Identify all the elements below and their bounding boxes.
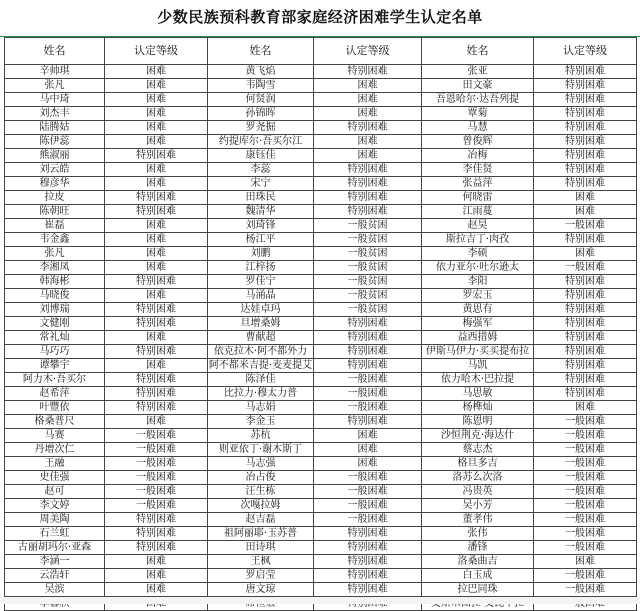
table-header-row bbox=[5, 38, 637, 65]
level-cell: 特别困难 bbox=[105, 205, 208, 219]
name-cell: 曹献超 bbox=[208, 331, 314, 345]
name-cell: 云浩轩 bbox=[5, 569, 105, 583]
name-cell: 张凡 bbox=[5, 247, 105, 261]
level-cell: 特别困难 bbox=[534, 79, 637, 93]
name-cell: 陈恩明 bbox=[422, 415, 534, 429]
level-cell: 困难 bbox=[534, 401, 637, 415]
table-row bbox=[5, 79, 637, 93]
name-cell: 韦陶雪 bbox=[208, 79, 314, 93]
table-row bbox=[5, 191, 637, 205]
table-row bbox=[5, 471, 637, 485]
level-cell: 困难 bbox=[314, 443, 422, 457]
level-cell: 困难 bbox=[105, 135, 208, 149]
level-cell: 特别困难 bbox=[314, 121, 422, 135]
level-cell: 一般困难 bbox=[105, 457, 208, 471]
name-cell: 沙恒荆克·海达什 bbox=[422, 429, 534, 443]
table-row bbox=[5, 345, 637, 359]
table-row bbox=[5, 401, 637, 415]
table-row bbox=[5, 177, 637, 191]
table-row bbox=[5, 429, 637, 443]
name-cell: 魏清华 bbox=[208, 205, 314, 219]
name-cell: 依力哈木·巴拉提 bbox=[422, 373, 534, 387]
level-cell: 一般困难 bbox=[534, 471, 637, 485]
table-row bbox=[5, 331, 637, 345]
name-cell: 马思敏 bbox=[422, 387, 534, 401]
level-cell: 特别困难 bbox=[534, 177, 637, 191]
level-cell: 一般困难 bbox=[534, 583, 637, 597]
name-cell: 李蕊 bbox=[208, 163, 314, 177]
level-cell: 特别困难 bbox=[534, 345, 637, 359]
level-cell: 一般贫困 bbox=[314, 219, 422, 233]
name-cell: 罗尧掘 bbox=[208, 121, 314, 135]
name-cell: 何晓雷 bbox=[422, 191, 534, 205]
level-cell: 特别困难 bbox=[314, 359, 422, 373]
name-cell: 约提库尔·吾买尔江 bbox=[208, 135, 314, 149]
name-cell: 赵昊 bbox=[422, 219, 534, 233]
level-cell: 困难 bbox=[314, 429, 422, 443]
table-row bbox=[5, 457, 637, 471]
table-row bbox=[5, 275, 637, 289]
level-cell: 特别困难 bbox=[105, 373, 208, 387]
name-cell: 穆彦华 bbox=[5, 177, 105, 191]
name-cell: 康钰佳 bbox=[208, 149, 314, 163]
name-cell: 李硕 bbox=[422, 247, 534, 261]
table-row bbox=[5, 513, 637, 527]
level-cell: 困难 bbox=[105, 163, 208, 177]
name-cell: 马慧 bbox=[422, 121, 534, 135]
level-cell: 特别困难 bbox=[105, 513, 208, 527]
name-cell: 文健刚 bbox=[5, 317, 105, 331]
table-row bbox=[5, 359, 637, 373]
name-cell: 田文豪 bbox=[422, 79, 534, 93]
level-cell: 困难 bbox=[534, 555, 637, 569]
level-cell: 特别困难 bbox=[534, 163, 637, 177]
level-cell: 一般困难 bbox=[534, 569, 637, 583]
name-cell: 斯拉吉丁·肉孜 bbox=[422, 233, 534, 247]
level-cell: 一般困难 bbox=[314, 499, 422, 513]
level-cell: 困难 bbox=[105, 583, 208, 597]
level-cell: 特别困难 bbox=[314, 555, 422, 569]
level-cell: 困难 bbox=[105, 107, 208, 121]
level-cell: 特别困难 bbox=[105, 303, 208, 317]
level-cell: 困难 bbox=[314, 457, 422, 471]
table-row bbox=[5, 149, 637, 163]
table-row bbox=[5, 583, 637, 597]
name-cell: 陆腾姑 bbox=[5, 121, 105, 135]
table-row bbox=[5, 317, 637, 331]
table-row bbox=[5, 387, 637, 401]
name-cell: 比拉力·穆太力普 bbox=[208, 387, 314, 401]
table-row bbox=[5, 65, 637, 79]
name-cell: 董孝伟 bbox=[422, 513, 534, 527]
level-cell: 一般困难 bbox=[534, 527, 637, 541]
name-cell: 丹增次仁 bbox=[5, 443, 105, 457]
table-row bbox=[5, 303, 637, 317]
name-cell: 旦增桑姆 bbox=[208, 317, 314, 331]
name-cell: 洛桑曲吉 bbox=[422, 555, 534, 569]
name-cell: 杨榫灿 bbox=[422, 401, 534, 415]
level-cell: 困难 bbox=[105, 359, 208, 373]
level-cell: 特别困难 bbox=[534, 387, 637, 401]
name-cell: 吾恩哈尔·达吾列提 bbox=[422, 93, 534, 107]
table-row bbox=[5, 261, 637, 275]
level-cell: 一般困难 bbox=[534, 415, 637, 429]
level-cell: 特别困难 bbox=[534, 331, 637, 345]
name-cell: 汪生栋 bbox=[208, 485, 314, 499]
name-cell: 达娃卓玛 bbox=[208, 303, 314, 317]
level-cell: 困难 bbox=[314, 79, 422, 93]
name-cell: 则亚依丁·谢木斯丁 bbox=[208, 443, 314, 457]
table-row bbox=[5, 527, 637, 541]
name-cell: 张伟 bbox=[422, 527, 534, 541]
level-cell: 困难 bbox=[105, 569, 208, 583]
table-row bbox=[5, 373, 637, 387]
level-cell: 一般困难 bbox=[314, 471, 422, 485]
level-cell: 一般贫困 bbox=[314, 247, 422, 261]
document-title: 少数民族预科教育部家庭经济困难学生认定名单 bbox=[157, 8, 483, 26]
name-cell: 祖阿丽耶·玉苏普 bbox=[208, 527, 314, 541]
level-cell: 特别困难 bbox=[314, 583, 422, 597]
name-cell: 刘杰丰 bbox=[5, 107, 105, 121]
level-cell: 特别困难 bbox=[314, 163, 422, 177]
table-row bbox=[5, 569, 637, 583]
level-cell: 特别困难 bbox=[105, 401, 208, 415]
student-table bbox=[4, 37, 637, 611]
level-cell: 特别困难 bbox=[314, 65, 422, 79]
name-cell: 马志强 bbox=[208, 457, 314, 471]
name-cell: 次嘎拉姆 bbox=[208, 499, 314, 513]
level-cell: 困难 bbox=[314, 149, 422, 163]
level-cell: 一般贫困 bbox=[314, 303, 422, 317]
name-cell: 马中琦 bbox=[5, 93, 105, 107]
level-cell: 困难 bbox=[105, 79, 208, 93]
name-cell: 马巧巧 bbox=[5, 345, 105, 359]
level-cell: 困难 bbox=[105, 219, 208, 233]
name-cell: 刘鹏 bbox=[208, 247, 314, 261]
name-cell: 黄思有 bbox=[422, 303, 534, 317]
name-cell: 崔磊 bbox=[5, 219, 105, 233]
name-cell: 刘云皓 bbox=[5, 163, 105, 177]
level-cell: 特别困难 bbox=[314, 527, 422, 541]
level-cell: 特别困难 bbox=[534, 107, 637, 121]
name-cell: 陈泽佳 bbox=[208, 373, 314, 387]
table-row bbox=[5, 205, 637, 219]
level-cell: 一般困难 bbox=[105, 471, 208, 485]
table-row bbox=[5, 415, 637, 429]
level-cell: 一般困难 bbox=[534, 541, 637, 555]
name-cell: 王融 bbox=[5, 457, 105, 471]
name-cell: 曾俊辉 bbox=[422, 135, 534, 149]
level-cell: 困难 bbox=[105, 247, 208, 261]
name-cell: 蔡志杰 bbox=[422, 443, 534, 457]
level-cell: 一般困难 bbox=[534, 457, 637, 471]
level-cell: 困难 bbox=[105, 93, 208, 107]
level-cell: 特别困难 bbox=[314, 569, 422, 583]
header-level-1: 认定等级 bbox=[105, 38, 208, 65]
name-cell: 白玉成 bbox=[422, 569, 534, 583]
level-cell: 特别困难 bbox=[105, 527, 208, 541]
name-cell: 益西措姆 bbox=[422, 331, 534, 345]
level-cell: 一般困难 bbox=[534, 485, 637, 499]
table-body bbox=[5, 65, 637, 611]
level-cell: 一般困难 bbox=[105, 485, 208, 499]
name-cell: 阿不都米吉提·麦麦提艾 bbox=[208, 359, 313, 371]
level-cell: 一般困难 bbox=[534, 443, 637, 457]
name-cell: 孙锦晖 bbox=[208, 107, 314, 121]
name-cell: 潘锋 bbox=[422, 541, 534, 555]
name-cell: 叶豐依 bbox=[5, 401, 105, 415]
level-cell: 特别困难 bbox=[105, 541, 208, 555]
level-cell: 一般困难 bbox=[105, 499, 208, 513]
level-cell: 困难 bbox=[105, 233, 208, 247]
name-cell: 韩海彬 bbox=[5, 275, 105, 289]
level-cell: 一般困难 bbox=[534, 261, 637, 275]
name-cell: 吴滨 bbox=[5, 583, 105, 597]
name-cell: 江梓扬 bbox=[208, 261, 314, 275]
level-cell: 一般困难 bbox=[314, 373, 422, 387]
level-cell: 特别困难 bbox=[314, 345, 422, 359]
name-cell: 马涌晶 bbox=[208, 289, 314, 303]
header-name-1: 姓名 bbox=[5, 38, 105, 65]
name-cell: 梅强军 bbox=[422, 317, 534, 331]
level-cell: 一般困难 bbox=[105, 443, 208, 457]
level-cell: 困难 bbox=[105, 261, 208, 275]
name-cell: 田珠民 bbox=[208, 191, 314, 205]
level-cell: 特别困难 bbox=[105, 387, 208, 401]
level-cell: 一般贫困 bbox=[314, 275, 422, 289]
level-cell: 特别困难 bbox=[534, 359, 637, 373]
level-cell: 特别困难 bbox=[314, 177, 422, 191]
name-cell: 谭攀宇 bbox=[5, 359, 105, 373]
table-row bbox=[5, 247, 637, 261]
level-cell: 困难 bbox=[105, 415, 208, 429]
level-cell: 困难 bbox=[314, 93, 422, 107]
name-cell: 李金玉 bbox=[208, 415, 314, 429]
name-cell: 田诗琪 bbox=[208, 541, 314, 555]
header-level-2: 认定等级 bbox=[314, 38, 422, 65]
name-cell: 李涵一 bbox=[5, 555, 105, 569]
table-row bbox=[5, 289, 637, 303]
name-cell: 马赛 bbox=[5, 429, 105, 443]
level-cell: 一般困难 bbox=[534, 513, 637, 527]
table-row bbox=[5, 443, 637, 457]
level-cell: 一般困难 bbox=[314, 485, 422, 499]
level-cell: 特别困难 bbox=[105, 149, 208, 163]
name-cell: 格桑普尺 bbox=[5, 415, 105, 429]
level-cell: 特别困难 bbox=[534, 233, 637, 247]
level-cell: 一般困难 bbox=[534, 499, 637, 513]
level-cell: 一般困难 bbox=[534, 219, 637, 233]
level-cell: 困难 bbox=[534, 191, 637, 205]
level-cell: 特别困难 bbox=[534, 275, 637, 289]
name-cell: 苏杭 bbox=[208, 429, 314, 443]
level-cell: 特别困难 bbox=[534, 289, 637, 303]
table-row bbox=[5, 121, 637, 135]
bottom-strip bbox=[0, 597, 640, 604]
name-cell: 依克拉木·阿不都外力 bbox=[208, 345, 314, 359]
level-cell: 特别困难 bbox=[314, 191, 422, 205]
name-cell: 马晓俊 bbox=[5, 289, 105, 303]
level-cell: 一般困难 bbox=[105, 429, 208, 443]
table-row bbox=[5, 107, 637, 121]
name-cell: 格旦多吉 bbox=[422, 457, 534, 471]
level-cell: 一般贫困 bbox=[314, 261, 422, 275]
name-cell: 杨江平 bbox=[208, 233, 314, 247]
name-cell: 李湘凤 bbox=[5, 261, 105, 275]
name-cell: 洛苏么次洛 bbox=[422, 471, 534, 485]
name-cell: 石兰虹 bbox=[5, 527, 105, 541]
name-cell: 辛帅琪 bbox=[5, 65, 105, 79]
name-cell: 李佳贤 bbox=[422, 163, 534, 177]
level-cell: 特别困难 bbox=[534, 303, 637, 317]
header-level-3: 认定等级 bbox=[534, 38, 637, 65]
name-cell: 马志娟 bbox=[208, 401, 314, 415]
level-cell: 一般困难 bbox=[314, 387, 422, 401]
level-cell: 特别困难 bbox=[105, 275, 208, 289]
name-cell: 刘琦锋 bbox=[208, 219, 314, 233]
name-cell: 依力亚尔·吐尔逊太 bbox=[422, 261, 534, 275]
name-cell: 伊斯马伊力·买买提布拉 bbox=[422, 345, 534, 359]
name-cell: 马凯 bbox=[422, 359, 534, 373]
level-cell: 一般困难 bbox=[314, 513, 422, 527]
level-cell: 特别困难 bbox=[105, 345, 208, 359]
level-cell: 特别困难 bbox=[534, 93, 637, 107]
level-cell: 困难 bbox=[105, 555, 208, 569]
table-row bbox=[5, 219, 637, 233]
name-cell: 吴小芳 bbox=[422, 499, 534, 513]
name-cell: 周美陶 bbox=[5, 513, 105, 527]
level-cell: 困难 bbox=[534, 205, 637, 219]
table-row bbox=[5, 135, 637, 149]
level-cell: 特别困难 bbox=[105, 317, 208, 331]
table-row bbox=[5, 93, 637, 107]
name-cell: 李文婷 bbox=[5, 499, 105, 513]
level-cell: 特别困难 bbox=[534, 135, 637, 149]
level-cell: 一般困难 bbox=[534, 429, 637, 443]
name-cell: 江雨蔓 bbox=[422, 205, 534, 219]
level-cell: 特别困难 bbox=[105, 191, 208, 205]
level-cell: 特别困难 bbox=[534, 121, 637, 135]
level-cell: 困难 bbox=[314, 107, 422, 121]
name-cell: 张亚 bbox=[422, 65, 534, 79]
level-cell: 特别困难 bbox=[314, 541, 422, 555]
name-cell: 何贤润 bbox=[208, 93, 314, 107]
header-name-2: 姓名 bbox=[208, 38, 314, 65]
level-cell: 特别困难 bbox=[534, 149, 637, 163]
name-cell: 宋宁 bbox=[208, 177, 314, 191]
level-cell: 特别困难 bbox=[314, 415, 422, 429]
name-cell: 冯贵英 bbox=[422, 485, 534, 499]
name-cell: 罗启莹 bbox=[208, 569, 314, 583]
name-cell: 李阳 bbox=[422, 275, 534, 289]
name-cell: 陈朝旺 bbox=[5, 205, 105, 219]
level-cell: 困难 bbox=[534, 247, 637, 261]
table-row bbox=[5, 233, 637, 247]
name-cell: 阿力木·吾买尔 bbox=[5, 373, 105, 387]
name-cell: 拉巴同珠 bbox=[422, 583, 534, 597]
table-row bbox=[5, 541, 637, 555]
level-cell: 困难 bbox=[105, 65, 208, 79]
level-cell: 特别困难 bbox=[534, 373, 637, 387]
name-cell: 常礼灿 bbox=[5, 331, 105, 345]
name-cell: 古丽胡玛尔·亚森 bbox=[5, 541, 105, 555]
name-cell: 黄飞焰 bbox=[208, 65, 314, 79]
name-cell: 史佳强 bbox=[5, 471, 105, 485]
name-cell: 王枫 bbox=[208, 555, 314, 569]
name-cell: 冶梅 bbox=[422, 149, 534, 163]
table-row bbox=[5, 499, 637, 513]
name-cell: 赵可 bbox=[5, 485, 105, 499]
level-cell: 特别困难 bbox=[534, 317, 637, 331]
header-name-3: 姓名 bbox=[422, 38, 534, 65]
level-cell: 特别困难 bbox=[534, 65, 637, 79]
name-cell: 罗宏玉 bbox=[422, 289, 534, 303]
table-row bbox=[5, 163, 637, 177]
level-cell: 一般贫困 bbox=[314, 233, 422, 247]
table-row bbox=[5, 485, 637, 499]
name-cell: 刘博瑞 bbox=[5, 303, 105, 317]
level-cell: 特别困难 bbox=[314, 317, 422, 331]
level-cell: 困难 bbox=[105, 177, 208, 191]
level-cell: 困难 bbox=[105, 289, 208, 303]
name-cell: 陈伊蕊 bbox=[5, 135, 105, 149]
level-cell: 一般贫困 bbox=[314, 289, 422, 303]
name-cell: 罗佳宁 bbox=[208, 275, 314, 289]
level-cell: 困难 bbox=[314, 135, 422, 149]
name-cell: 赵吉磊 bbox=[208, 513, 314, 527]
name-cell: 覃菊 bbox=[422, 107, 534, 121]
level-cell: 一般困难 bbox=[314, 401, 422, 415]
name-cell: 韦金鑫 bbox=[5, 233, 105, 247]
level-cell: 困难 bbox=[105, 331, 208, 345]
name-cell: 拉皮 bbox=[5, 191, 105, 205]
name-cell: 张益萍 bbox=[422, 177, 534, 191]
name-cell: 冶占俊 bbox=[208, 471, 314, 485]
table-row bbox=[5, 555, 637, 569]
name-cell: 张凡 bbox=[5, 79, 105, 93]
name-cell: 赵希萍 bbox=[5, 387, 105, 401]
name-cell: 唐文琼 bbox=[208, 583, 314, 597]
name-cell: 熊淑丽 bbox=[5, 149, 105, 163]
level-cell: 特别困难 bbox=[314, 205, 422, 219]
level-cell: 困难 bbox=[105, 121, 208, 135]
level-cell: 特别困难 bbox=[314, 331, 422, 345]
